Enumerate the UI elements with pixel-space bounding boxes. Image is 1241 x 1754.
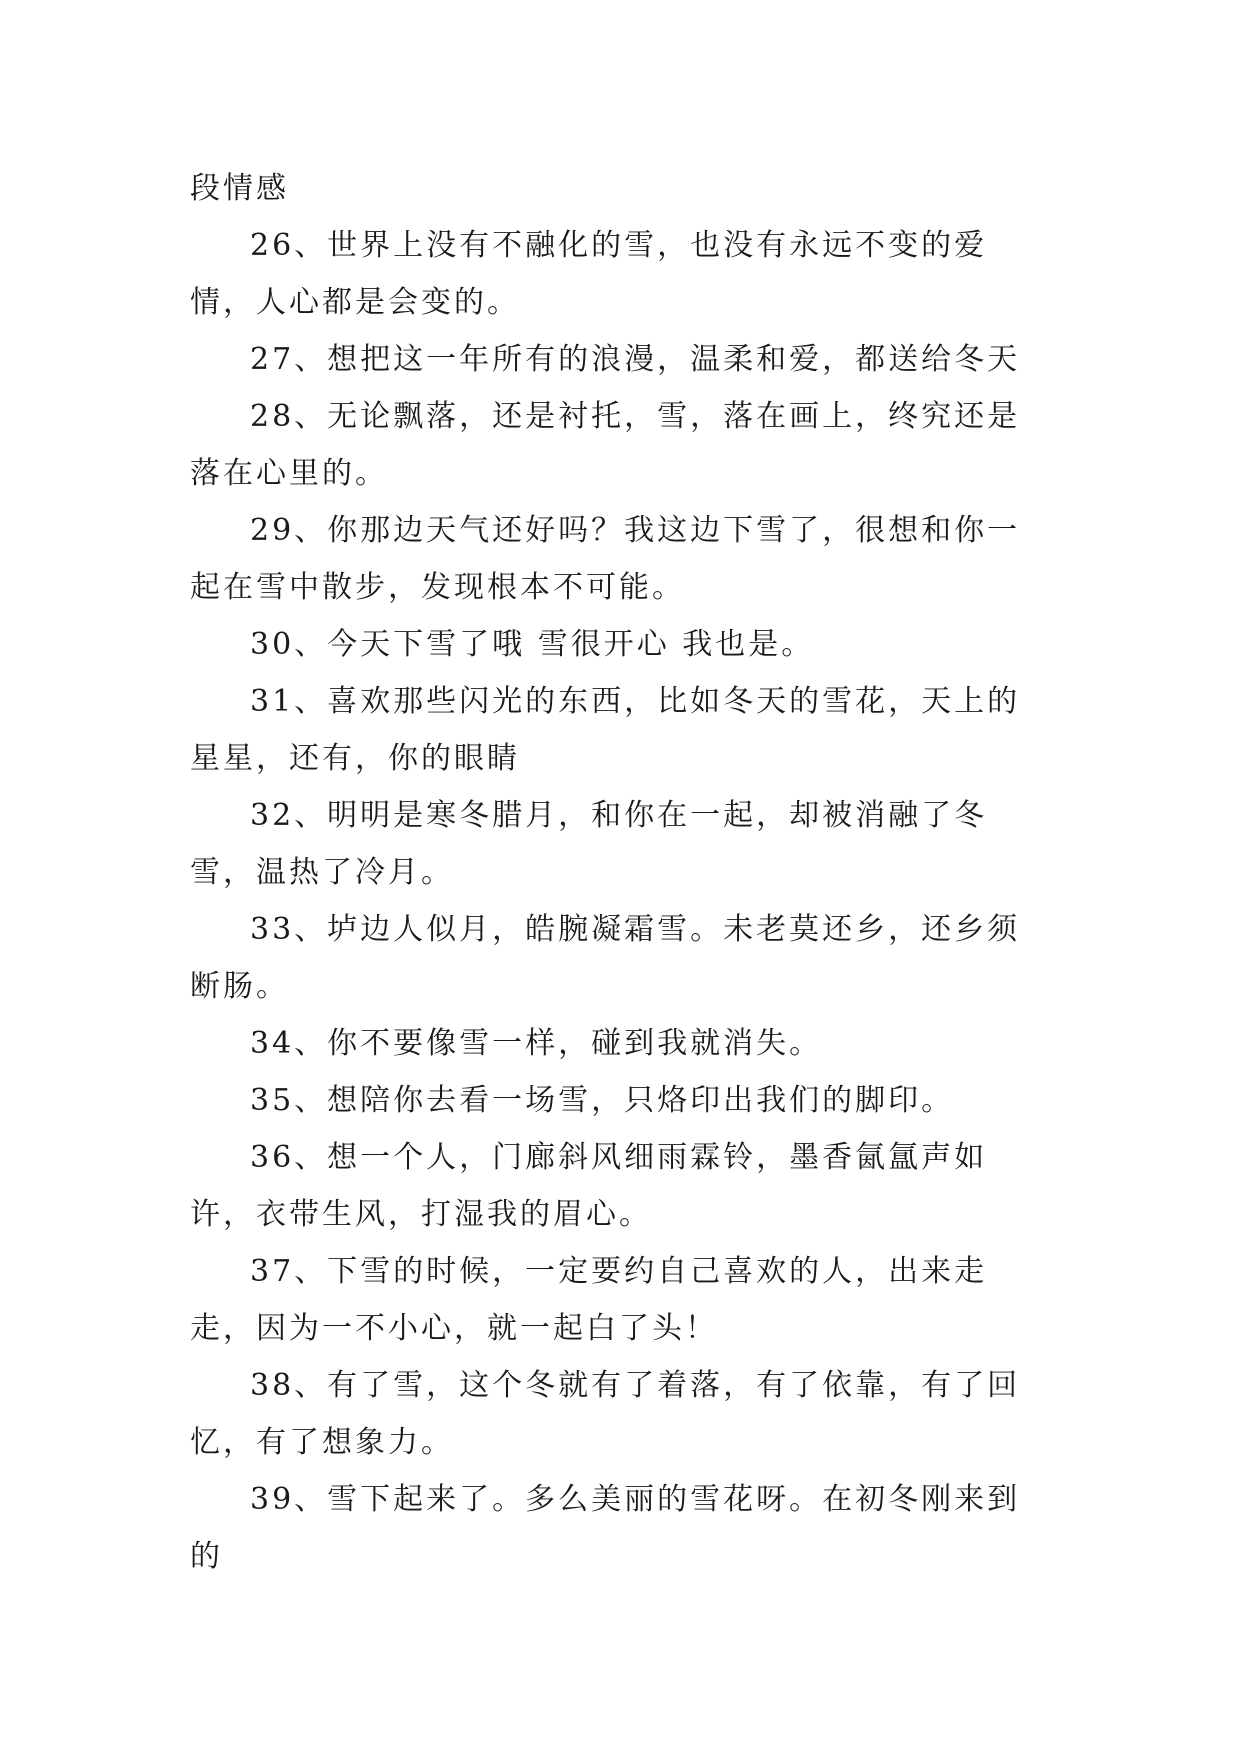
paragraph-29: 29、你那边天气还好吗？我这边下雪了，很想和你一起在雪中散步，发现根本不可能。 — [190, 513, 1021, 605]
paragraph-34: 34、你不要像雪一样，碰到我就消失。 — [250, 1026, 823, 1061]
paragraph-39: 39、雪下起来了。多么美丽的雪花呀。在初冬刚来到的 — [190, 1482, 1021, 1574]
paragraph-38: 38、有了雪，这个冬就有了着落，有了依靠，有了回忆，有了想象力。 — [190, 1368, 1021, 1460]
paragraph-30: 30、今天下雪了哦 雪很开心 我也是。 — [250, 627, 815, 662]
continuation-text: 段情感 — [190, 171, 289, 206]
paragraph-28: 28、无论飘落，还是衬托，雪，落在画上，终究还是落在心里的。 — [190, 399, 1021, 491]
paragraph-26: 26、世界上没有不融化的雪，也没有永远不变的爱情，人心都是会变的。 — [190, 228, 988, 320]
paragraph-33: 33、垆边人似月，皓腕凝霜雪。未老莫还乡，还乡须断肠。 — [190, 912, 1021, 1004]
paragraph-31: 31、喜欢那些闪光的东西，比如冬天的雪花，天上的星星，还有，你的眼睛 — [190, 684, 1021, 776]
paragraph-37: 37、下雪的时候，一定要约自己喜欢的人，出来走走，因为一不小心，就一起白了头！ — [190, 1254, 988, 1346]
paragraph-32: 32、明明是寒冬腊月，和你在一起，却被消融了冬雪，温热了冷月。 — [190, 798, 988, 890]
document-body — [190, 160, 1050, 1585]
paragraph-36: 36、想一个人，门廊斜风细雨霖铃，墨香氤氲声如许，衣带生风，打湿我的眉心。 — [190, 1140, 988, 1232]
paragraph-27: 27、想把这一年所有的浪漫，温柔和爱，都送给冬天 — [250, 342, 1021, 377]
paragraph-35: 35、想陪你去看一场雪，只烙印出我们的脚印。 — [250, 1083, 955, 1118]
